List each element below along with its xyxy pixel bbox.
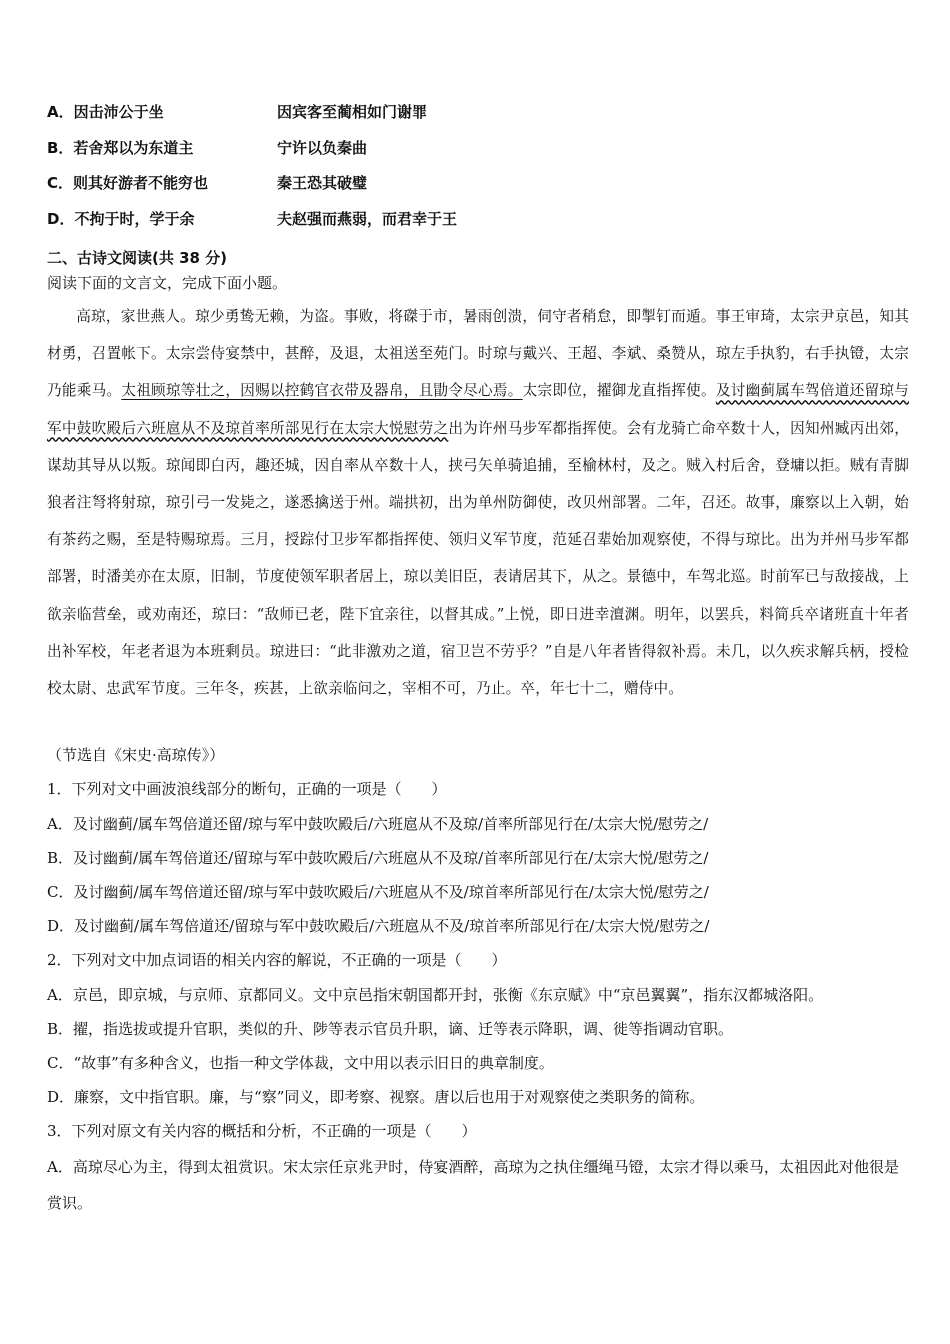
option-row-c — [47, 172, 368, 193]
underlined-sentence: 太祖顾琼等壮之，因赐以控鹤官衣带及器帛，且勖令尽心焉。 — [121, 382, 523, 400]
question-2-option-d[interactable]: D．廉察，文中指官职。廉，与“察”同义，即考察、视察。唐以后也用于对观察使之类职务的简称。 — [47, 1088, 705, 1106]
option-c-right: 秦王恐其破璧 — [277, 174, 368, 192]
option-d-left: D．不拘于时，学于余 — [47, 210, 195, 228]
option-a-right: 因宾客至蔺相如门谢罪 — [277, 103, 428, 121]
option-row-b — [47, 137, 368, 158]
option-row-a — [47, 101, 428, 122]
wavy-underlined-sentence: 及讨幽蓟属车驾倍道还留琼与军中鼓吹殿后六班扈从不及琼首率所部见行在太宗大悦慰劳之 — [47, 382, 909, 437]
option-c-left: C．则其好游者不能穷也 — [47, 174, 209, 192]
passage-paragraph — [47, 298, 909, 707]
question-2-stem: 2．下列对文中加点词语的相关内容的解说，不正确的一项是（ ） — [47, 951, 507, 969]
passage-part3: 出为许州马步军都指挥使。会有龙骑亡命卒数十人，因知州臧丙出郊，谋劫其导从以叛。琼闻即白丙，趣还城，因自率从卒数十人，挟弓矢单骑追捕，至榆林村，及之。贼入村后舍，登墉以拒。贼有青脚狼者注弩将射琼，琼引弓一发毙之，遂悉擒送于州。端拱初，出为单州防御使，改贝州部署。二年，召还。故事，廉察以上入朝，始有茶药之赐，至是特赐琼焉。三月，授踪付卫步军都指挥使、领归义军节度，范延召辈始加观察使，不得与琼比。出为并州马步军都部署，时潘美亦在太原，旧制，节度使领军职者居上，琼以美旧臣，表请居其下，从之。景德中，车驾北巡。时前军已与敌接战，上欲亲临营垒，或劝南还，琼曰：“敌师已老，陛下宜亲往，以督其成。”上悦，即日进幸澶渊。明年，以罢兵，料简兵卒诸班直十年者出补军校，年老者退为本班剩员。琼进曰：“此非激劝之道，宿卫岂不劳乎？”自是八年者皆得叙补焉。未几，以久疾求解兵柄，授检校太尉、忠武军节度。三年冬，疾甚，上欲亲临问之，宰相不可，乃止。卒，年七十二，赠侍中。 — [47, 419, 910, 698]
question-1-option-d[interactable]: D．及讨幽蓟/属车驾倍道还/留琼与军中鼓吹殿后/六班扈从不及/琼首率所部见行在/太宗大悦/慰劳之/ — [47, 917, 710, 935]
option-b-right: 宁许以负秦曲 — [277, 139, 368, 157]
question-1-option-b[interactable]: B．及讨幽蓟/属车驾倍道还/留琼与军中鼓吹殿后/六班扈从不及琼/首率所部见行在/太宗大悦/慰劳之/ — [47, 849, 709, 867]
question-1-stem: 1．下列对文中画波浪线部分的断句，正确的一项是（ ） — [47, 780, 447, 798]
instruction: 阅读下面的文言文，完成下面小题。 — [47, 274, 288, 292]
passage — [47, 298, 909, 707]
question-2-option-c[interactable]: C．“故事”有多种含义，也指一种文学体裁，文中用以表示旧日的典章制度。 — [47, 1054, 554, 1072]
option-a-left: A．因击沛公于坐 — [47, 103, 164, 121]
passage-source: （节选自《宋史·高琼传》） — [47, 746, 225, 764]
question-1-option-c[interactable]: C．及讨幽蓟/属车驾倍道还留/琼与军中鼓吹殿后/六班扈从不及/琼首率所部见行在/太宗大悦/慰劳之/ — [47, 883, 709, 901]
option-b-left: B．若舍郑以为东道主 — [47, 139, 194, 157]
question-1-option-a[interactable]: A．及讨幽蓟/属车驾倍道还留/琼与军中鼓吹殿后/六班扈从不及琼/首率所部见行在/太宗大悦/慰劳之/ — [47, 815, 709, 833]
question-2-option-a[interactable]: A．京邑，即京城，与京师、京都同义。文中京邑指宋朝国都开封，张衡《东京赋》中“京邑翼翼”，指东汉都城洛阳。 — [47, 986, 824, 1004]
option-d-right: 夫赵强而燕弱，而君幸于王 — [277, 210, 458, 228]
section-title: 二、古诗文阅读(共 38 分) — [47, 249, 228, 267]
question-3-option-a[interactable]: A．高琼尽心为主，得到太祖赏识。宋太宗任京兆尹时，侍宴酒醉，高琼为之执住缰绳马镫，太宗才得以乘马，太祖因此对他很是赏识。 — [47, 1158, 899, 1212]
passage-part1: 高琼，家世燕人。琼少勇鸷无赖，为盗。事败，将磔于市，暑雨创溃，伺守者稍怠，即掣钉而遁。事王审琦，太宗尹京邑，知其材勇，召置帐下。太宗尝侍宴禁中，甚醉，及退，太祖送至苑门。时琼与戴兴、王超、李斌、桑赞从，琼左手执豹，右手执镫，太宗乃能乘马。 — [47, 308, 909, 400]
passage-part2: 太宗即位，擢御龙直指挥使。 — [522, 382, 716, 400]
option-row-d — [47, 208, 458, 229]
question-2-option-b[interactable]: B．擢，指选拔或提升官职，类似的升、陟等表示官员升职，谪、迁等表示降职，调、徙等指调动官职。 — [47, 1020, 734, 1038]
question-3-stem: 3．下列对原文有关内容的概括和分析，不正确的一项是（ ） — [47, 1122, 477, 1140]
